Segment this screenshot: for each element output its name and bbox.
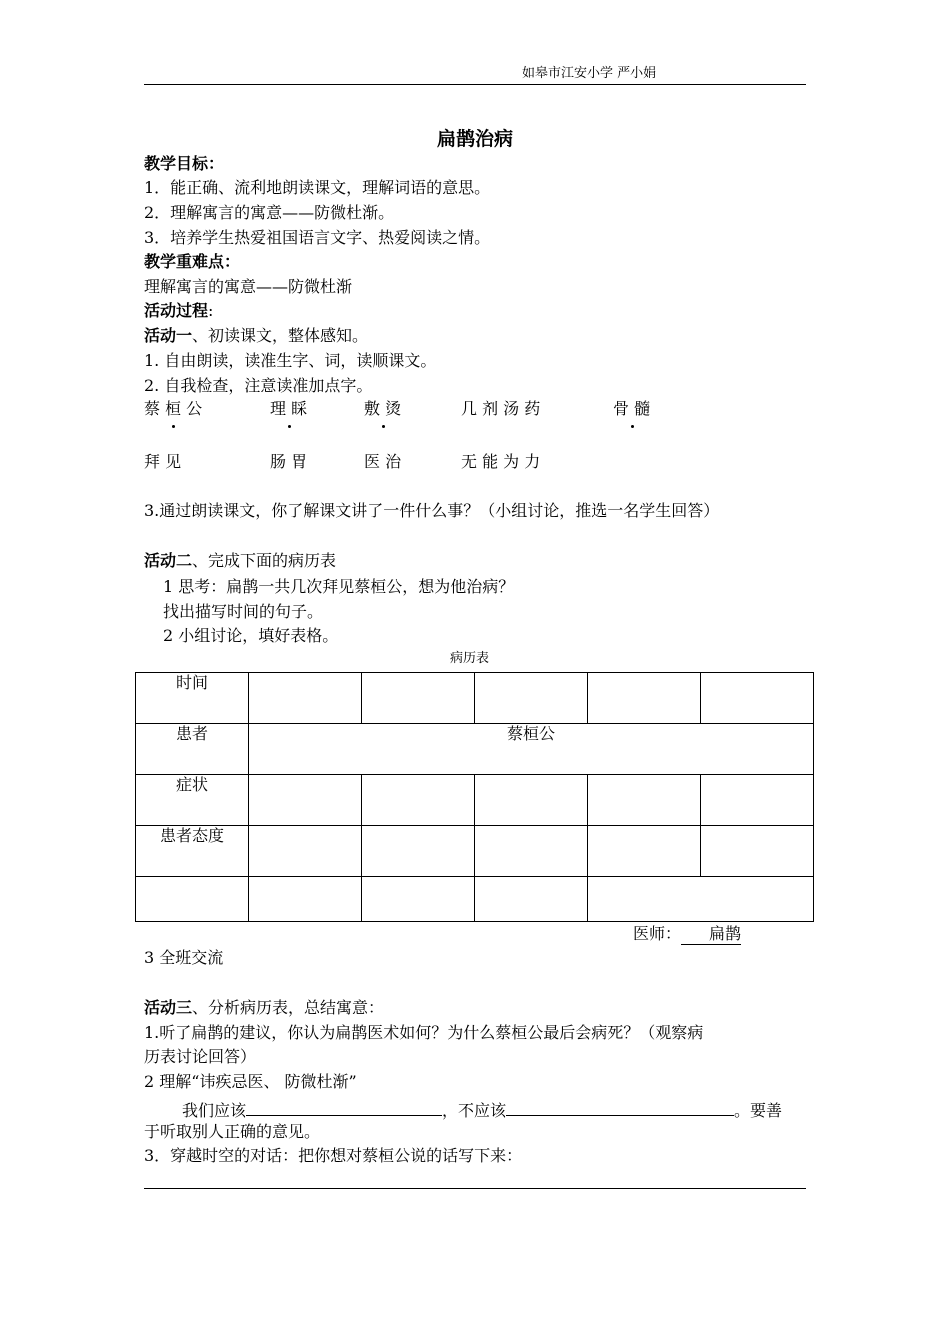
activity1-step1: 1. 自由朗读，读准生字、词，读顺课文。	[144, 351, 437, 370]
fill-label-should: 我们应该	[182, 1101, 247, 1120]
key-points-heading: 教学重难点：	[144, 252, 241, 271]
dotted-word: 敷 烫	[364, 399, 402, 418]
process-heading-colon: :	[208, 301, 214, 320]
row-label-attitude: 患者态度	[136, 826, 249, 877]
table-cell[interactable]	[475, 877, 588, 922]
word-group	[144, 399, 202, 419]
table-cell[interactable]	[362, 826, 475, 877]
word: 拜 见	[144, 452, 182, 471]
activity3-q3: 3．穿越时空的对话：把你想对蔡桓公说的话写下来：	[144, 1146, 523, 1165]
activity1-step3: 3.通过朗读课文，你了解课文讲了一件什么事？（小组讨论，推选一名学生回答）	[144, 501, 720, 520]
goal-item: 1．能正确、流利地朗读课文，理解词语的意思。	[144, 178, 491, 197]
activity1-step2: 2. 自我检查，注意读准加点字。	[144, 376, 373, 395]
process-heading-label: 活动过程	[144, 301, 209, 320]
activity1-rest: 、初读课文，整体感知。	[192, 326, 369, 345]
table-cell[interactable]	[588, 877, 814, 922]
table-cell[interactable]	[362, 673, 475, 724]
activity2-label: 活动二	[144, 551, 193, 570]
table-cell[interactable]	[249, 877, 362, 922]
table-cell[interactable]	[701, 826, 814, 877]
key-points-text: 理解寓言的寓意——防微杜渐	[144, 277, 353, 296]
activity3-heading	[144, 998, 384, 1018]
dotted-word: 骨 髓	[613, 399, 651, 418]
word: 无 能 为 力	[461, 452, 541, 471]
header-school-author: 如皋市江安小学 严小娟	[522, 66, 657, 81]
activity3-q1-line2: 历表讨论回答）	[144, 1047, 257, 1066]
table-cell[interactable]	[701, 775, 814, 826]
fill-label-end: 。要善	[734, 1101, 783, 1120]
activity3-label: 活动三	[144, 998, 193, 1017]
page-title: 扁鹊治病	[436, 128, 513, 150]
table-cell[interactable]	[249, 826, 362, 877]
activity1-label: 活动一	[144, 326, 193, 345]
word: 几 剂 汤 药	[461, 399, 541, 418]
fill-label-should-not: ，不应该	[442, 1101, 507, 1120]
activity3-fill-line	[182, 1097, 782, 1121]
activity2-heading	[144, 551, 336, 571]
activity3-q2-line2: 于听取别人正确的意见。	[144, 1122, 321, 1141]
table-cell[interactable]	[588, 775, 701, 826]
doctor-name: 扁鹊	[681, 924, 741, 945]
table-cell[interactable]	[588, 826, 701, 877]
word-group	[613, 399, 650, 419]
activity3-q1-line1: 1.听了扁鹊的建议，你认为扁鹊医术如何？为什么蔡桓公最后会病死？（观察病	[144, 1023, 704, 1042]
word: 肠 胃	[270, 452, 308, 471]
row-label-symptom: 症状	[136, 775, 249, 826]
table-cell[interactable]	[136, 877, 249, 922]
table-cell[interactable]	[475, 775, 588, 826]
activity2-rest: 、完成下面的病历表	[192, 551, 337, 570]
table-cell[interactable]	[588, 673, 701, 724]
table-cell[interactable]	[701, 673, 814, 724]
row-label-patient: 患者	[136, 724, 249, 775]
dotted-word: 蔡 桓 公	[144, 399, 203, 418]
doctor-line	[633, 924, 741, 945]
activity3-rest: 、分析病历表，总结寓意：	[192, 998, 385, 1017]
table-cell[interactable]	[249, 673, 362, 724]
word: 医 治	[364, 452, 402, 471]
activity2-step1b: 找出描写时间的句子。	[163, 602, 324, 621]
row-label-time: 时间	[136, 673, 249, 724]
table-cell[interactable]	[249, 775, 362, 826]
patient-name-cell: 蔡桓公	[249, 724, 814, 775]
activity3-q2: 2 理解“讳疾忌医、 防微杜渐”	[144, 1072, 357, 1091]
table-cell[interactable]	[475, 826, 588, 877]
answer-line[interactable]	[144, 1188, 806, 1189]
activity2-step1: 1 思考：扁鹊一共几次拜见蔡桓公，想为他治病？	[163, 577, 515, 596]
fill-blank-should-not[interactable]	[506, 1097, 734, 1116]
table-caption: 病历表	[450, 651, 490, 666]
table-cell[interactable]	[362, 877, 475, 922]
word-group	[270, 399, 307, 419]
header-rule	[144, 84, 806, 85]
goals-heading: 教学目标：	[144, 154, 225, 173]
process-heading	[144, 301, 213, 321]
word-group	[364, 399, 401, 419]
table-cell[interactable]	[475, 673, 588, 724]
doctor-label: 医师：	[633, 924, 682, 943]
activity2-step2: 2 小组讨论，填好表格。	[163, 626, 339, 645]
dotted-word: 理 睬	[270, 399, 308, 418]
medical-record-table	[135, 672, 814, 922]
goal-item: 2．理解寓言的寓意——防微杜渐。	[144, 203, 395, 222]
table-cell[interactable]	[362, 775, 475, 826]
word-group	[461, 399, 540, 419]
activity1-heading	[144, 326, 368, 346]
activity2-step3: 3 全班交流	[144, 948, 224, 967]
fill-blank-should[interactable]	[246, 1097, 442, 1116]
goal-item: 3．培养学生热爱祖国语言文字、热爱阅读之情。	[144, 228, 491, 247]
